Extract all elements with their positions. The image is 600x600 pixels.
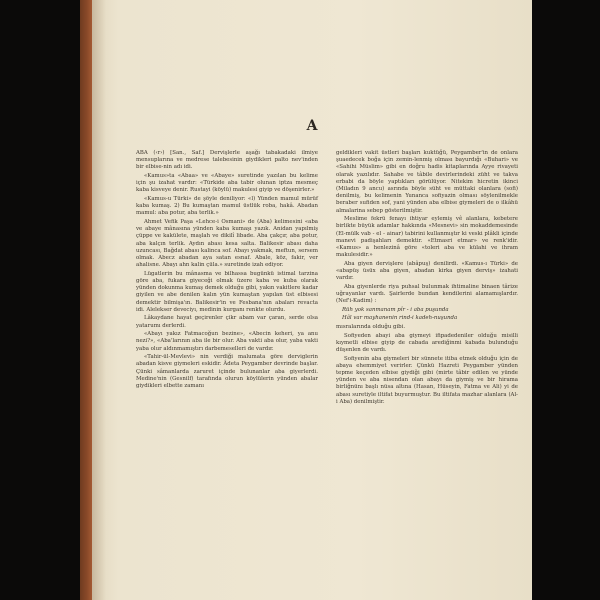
paragraph: mısralarında olduğu gibi. (336, 324, 406, 331)
paragraph: Meslime fekrü fenayı ihtiyar eylemiş vê alanlara, kebetere birlikte büyük adamlar hakkında «Mesnevi» sin mokaddemesinde (El-mülk vab - el - ainar) tabirini kullanmıştır ki veski plâkli içinde manevi padişahları demektir. «Etmasri etmar» ve renk'idir. «Kamus» a henlezinâ göre «toleri aba ve külahi ve ihram makulesidir.» (336, 216, 518, 259)
paragraph: Aba giyenlerde riya puhsal bulunmak ihtimaline binaen târize uğrayanlar vardı. Şairlerde bundan kendilerini alamamışlardır. (Nef'i-Kadim) : (336, 283, 518, 305)
paragraph: «Abayı yakız Fatmacoğun bezine», «Abecin keheri, ya anu nezi?», «Aba'larının aba ile bir olur. Aba vakti aba olur, yaba vakti yaba olur aldınmamıştırı darbemeselleri de vardır. (136, 331, 318, 352)
gutter-shadow (92, 0, 106, 600)
right-column (336, 150, 518, 407)
section-letter: A (306, 118, 318, 134)
paragraph: «Tahir-ül-Mevlevi» nin verdiği malumata göre derviglerin abadan kisve giymeleri eskidir. Âdeta Peygamber devrinde başlar. Çünki sâmanlarda zaruret içinde bulunanlar aba giyerlerdi. Medine'nin (Gesnilf) tarafında olurun köylülerin yünden abalar giydikleri elbette zamanı (136, 354, 318, 390)
paragraph: «Kamus-u Türki» de şöyle deniliyor: «l) Yünden mamul mürüf kaba kumaş. 2) Bu kumaştan mamul üstlük roba, hakâ. Abadan mamul: aba potur, aba terlik.» (136, 196, 318, 217)
verse-line: Rüh yok sanmanam pîr - i aba puşunda (342, 306, 449, 313)
book-spine (80, 0, 92, 600)
paragraph: Aba giyen dervişlere (abâpuş) denilirdi. «Kamus-ı Türki» de «abapüş üsüx aba giyen, abadan kirka giyen derviş» izahati vardır. (336, 260, 518, 282)
paragraph: Sofiyeden abayi aba giymeyi ifipadedeniler olduğu misilli kıymetli elbise giyip de cabada arediğinmi kabada bulunduğu düşenlen de vardı. (336, 332, 518, 354)
paragraph: Lügatlerin bu mânasma ve bilhassa bugünkü istimal tarzina göre aba, fukara giyeceği olmak üzere kaba ve kuba olarak yünden dokunma kumaş demek olduğu gibi, yakın vakitlere kadar giyilen ve abe denilen kalın yün kumaştan yapılan üst elbisesi demektir bilmişa'ın. Balikesir'in ve Fesbana'nın abaları revacta idi. Alelekser deveciyı, medinin kurganı renkte olurdu. (136, 270, 318, 313)
verse-line: Hâl var mayhanenin rind-i kadeh-nuşunda (342, 315, 458, 322)
left-column (136, 150, 318, 392)
paragraph: Sofiyenin aba giymeleri bir sünnete itiba etmek olduğu için de abaya ehemmiyet verirler. Çünkü Hazreti Peygamber yünden tepme keçeden elbise giydiği gibi (mirte tâbir edilen ve yünde yünden ve aba nisendan olan abayı da giymiş ve bir hirama birliğnünı başlı nüsa altına (Hasan, Hüseyin, Fatma ve Ali) yi de abası suretiyle iltifat buyurmuştur. Bu iltifata mazhar alanlara (Al-i Aba) denilmiştir. (336, 355, 518, 405)
paragraph: ABA (‹r›) [San., Saf.] Dervişlerle aşağı tabakadaki ilmiye mensuplarına ve medrese talebesinin giydikleri palto nev'inden bir elbise-nin adı idi. (136, 150, 318, 171)
paragraph: geldikleri vakit üstleri başları kuktüğü, Peygamber'in de onlara şuaedecek boğa için zemin-lenmiş olması bayurdığı «Buhari» ve «Sahihi Müslim» gibi en doğru hadis kitaplarında Ayye rivayeti olarak yazılıdır. Sahabe ve tâbile devirlerindeki züht ve takva erbabi da böyle yaptıkları görülüyor. Nitekim hicretin ikinci (Miladın 9 ancu) asrında böyle süht ve müttaki olanlara (sofi) denilmiş, bu kelimenin Yunanca sofiyazin olması söylenilmekle beraber sufiden sof, yani yünden aba elbise giymeleri de o ilkâhü almalarina sebep gösterilmiştir. (336, 150, 518, 214)
paragraph: Ahmet Vefik Paşa «Lehce-i Osmani» de (Aba) kelimesini «aba ve abaye mânasına yünden kaba kumaşı yazık. Anidan yapılmiş çüppe ve kakülete, maşlah ve dikilî libade. Aba çakçır, aba potur, aba kalçın terlik. Aydın abası kesa salta. Balikesir abası daha uzuncası, Bağdat abası kalinca sof. Abayı yakmak, meftun, sersem olmak. Abecz abadan aya satan esnaf. Abale, köz, fakir, ver ahalisne. Abayı ahn kalin çüla.» suretinde izah ediyor. (136, 219, 318, 269)
book-page (92, 0, 532, 600)
paragraph: Lâkaydane hayat geçirenler çikr abam var çaran, serde olsa yatarumı derlerdi. (136, 315, 318, 329)
paragraph: «Kamus»ta «Abaa» ve «Abaye» suretinde yazılan bu kelime için şu izahat vardır: «Türkide aba tabir olunan iptza mesmeç kaba kisveye denir. Rustayi (köylü) makulesi giyip ve döşenirler.» (136, 173, 318, 194)
